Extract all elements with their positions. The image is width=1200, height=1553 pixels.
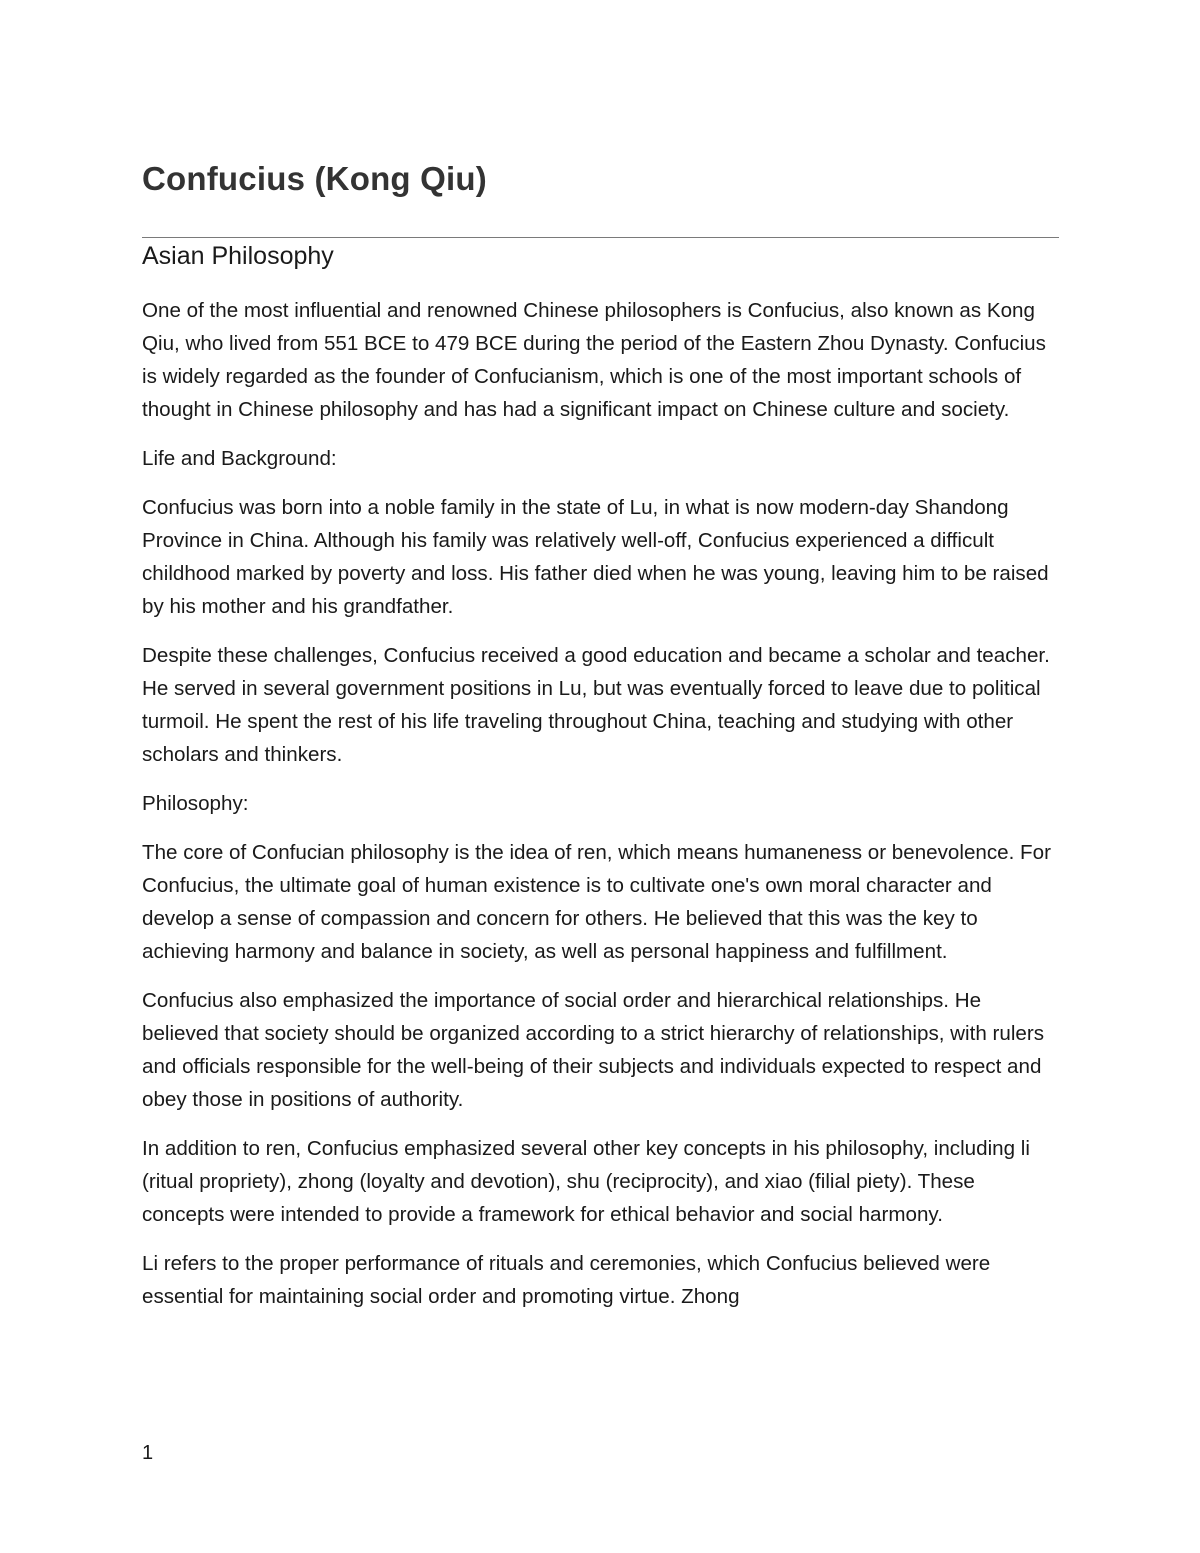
paragraph-key-concepts: In addition to ren, Confucius emphasized several other key concepts in his philosophy, including li (ritual propriety), zhong (loyalty and devotion), shu (reciprocity), and xiao (filial piety). These concepts were intended to provide a framework for ethical behavior and social harmony. — [142, 1137, 1030, 1226]
paragraph-social-order: Confucius also emphasized the importance of social order and hierarchical relationships. He believed that society should be organized according to a strict hierarchy of relationships, with rulers and officials responsible for the well-being of their subjects and individuals expected to respect and obey those in positions of authority. — [142, 989, 1045, 1111]
paragraph-ren: The core of Confucian philosophy is the idea of ren, which means humaneness or benevolence. For Confucius, the ultimate goal of human existence is to cultivate one's own moral character and develop a sense of compassion and concern for others. He believed that this was the key to achieving harmony and balance in society, as well as personal happiness and fulfillment. — [142, 841, 1051, 963]
document-title: Confucius (Kong Qiu) — [142, 160, 487, 197]
subheading-philosophy: Philosophy: — [142, 792, 249, 815]
document-body — [142, 294, 1062, 1329]
title-divider — [142, 237, 1059, 238]
paragraph-li: Li refers to the proper performance of rituals and ceremonies, which Confucius believed were essential for maintaining social order and promoting virtue. Zhong — [142, 1252, 991, 1308]
paragraph-education-career: Despite these challenges, Confucius received a good education and became a scholar and teacher. He served in several government positions in Lu, but was eventually forced to leave due to political turmoil. He spent the rest of his life traveling throughout China, teaching and studying with other scholars and thinkers. — [142, 644, 1050, 766]
subheading-life-and-background: Life and Background: — [142, 447, 337, 470]
paragraph-early-life: Confucius was born into a noble family in the state of Lu, in what is now modern-day Shandong Province in China. Although his family was relatively well-off, Confucius experienced a difficult childhood marked by poverty and loss. His father died when he was young, leaving him to be raised by his mother and his grandfather. — [142, 496, 1049, 618]
paragraph-intro: One of the most influential and renowned Chinese philosophers is Confucius, also known as Kong Qiu, who lived from 551 BCE to 479 BCE during the period of the Eastern Zhou Dynasty. Confucius is widely regarded as the founder of Confucianism, which is one of the most important schools of thought in Chinese philosophy and has had a significant impact on Chinese culture and society. — [142, 299, 1046, 421]
page-number: 1 — [142, 1442, 154, 1464]
section-heading: Asian Philosophy — [142, 242, 334, 270]
